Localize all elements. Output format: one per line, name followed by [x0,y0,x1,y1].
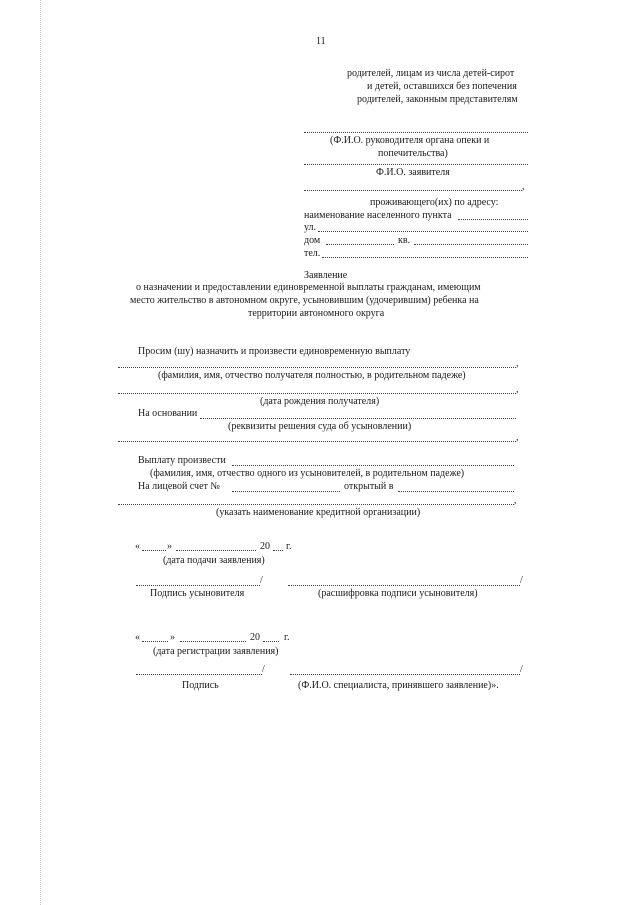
bank-field-2[interactable] [118,504,514,505]
submit-year-prefix: 20 [260,541,270,552]
opened-in-label: открытый в [344,481,394,492]
title-line-1: о назначении и предоставлении единовременной выплаты гражданам, имеющим [136,282,481,293]
page-number: 11 [316,36,326,47]
submit-year-suffix: г. [286,541,292,552]
submit-date-open: « [135,541,140,552]
account-number-field[interactable] [232,491,340,492]
page-margin-line [40,0,41,905]
adopter-sign-caption: Подпись усыновителя [150,588,245,599]
specialist-sign-caption: Подпись [182,680,219,691]
register-day-field[interactable] [142,641,168,642]
specialist-signature-slash: / [262,664,265,675]
recipient-caption: (фамилия, имя, отчество получателя полностью, в родительном падеже) [158,370,466,381]
recipient-comma: , [516,358,519,369]
court-decision-field-2[interactable] [118,441,516,442]
title-line-3: территории автономного округа [248,308,385,319]
request-text: Просим (шу) назначить и произвести единовременную выплату [138,346,411,357]
adopter-decode-slash: / [520,575,523,586]
bank-field[interactable] [398,491,514,492]
dob-caption: (дата рождения получателя) [260,396,380,407]
adopter-signature-field[interactable] [136,585,260,586]
court-caption: (реквизиты решения суда об усыновлении) [228,421,412,432]
residing-at-label: проживающего(их) по адресу: [370,197,499,208]
basis-label: На основании [138,408,198,419]
header-line-3: родителей, законным представителям [357,94,518,105]
settlement-label: наименование населенного пункта [304,210,452,221]
apartment-field[interactable] [414,244,528,245]
register-date-caption: (дата регистрации заявления) [153,646,279,657]
submit-year-field[interactable] [273,550,283,551]
street-field[interactable] [318,231,528,232]
header-line-2: и детей, оставшихся без попечения [367,81,517,92]
street-label: ул. [304,222,317,233]
recipient-name-field[interactable] [118,367,516,368]
register-year-field[interactable] [263,641,279,642]
bank-comma: , [514,495,517,506]
pay-label: Выплату произвести [138,455,226,466]
specialist-signature-field[interactable] [136,674,262,675]
house-label: дом [304,235,321,246]
bank-caption: (указать наименование кредитной организации) [216,507,421,518]
title-word: Заявление [304,270,348,281]
submit-month-field[interactable] [176,550,256,551]
dob-comma: , [516,384,519,395]
phone-label: тел. [304,248,321,259]
submit-day-field[interactable] [142,550,166,551]
register-year-suffix: г. [284,632,290,643]
register-year-prefix: 20 [250,632,260,643]
specialist-decode-slash: / [520,664,523,675]
court-comma: , [516,432,519,443]
house-field[interactable] [326,244,394,245]
submit-date-caption: (дата подачи заявления) [163,555,265,566]
head-caption-2: попечительства) [378,148,448,159]
applicant-name-field[interactable] [304,164,528,165]
applicant-caption: Ф.И.О. заявителя [376,167,450,178]
apartment-label: кв. [398,235,411,246]
adopter-name-field[interactable] [232,465,514,466]
adopter-signature-slash: / [260,575,263,586]
specialist-decode-field[interactable] [290,674,520,675]
adopter-decode-field[interactable] [288,585,520,586]
submit-date-close: » [167,541,172,552]
head-caption-1: (Ф.И.О. руководителя органа опеки и [330,135,490,146]
phone-field[interactable] [322,257,528,258]
settlement-field[interactable] [458,219,528,220]
title-line-2: место жительство в автономном округе, усыновившим (удочерившим) ребенка на [130,295,479,306]
dob-field[interactable] [118,393,516,394]
header-line-1: родителей, лицам из числа детей-сирот [347,68,515,79]
register-date-close: » [170,632,175,643]
adopter-caption: (фамилия, имя, отчество одного из усыновителей, в родительном падеже) [150,468,465,479]
account-label: На лицевой счет № [138,481,220,492]
applicant-extra-field[interactable] [304,190,522,191]
specialist-decode-caption: (Ф.И.О. специалиста, принявшего заявление)». [298,680,499,691]
register-date-open: « [135,632,140,643]
head-name-field[interactable] [304,132,528,133]
register-month-field[interactable] [180,641,246,642]
applicant-comma: , [522,181,525,192]
adopter-decode-caption: (расшифровка подписи усыновителя) [318,588,478,599]
court-decision-field[interactable] [200,418,516,419]
